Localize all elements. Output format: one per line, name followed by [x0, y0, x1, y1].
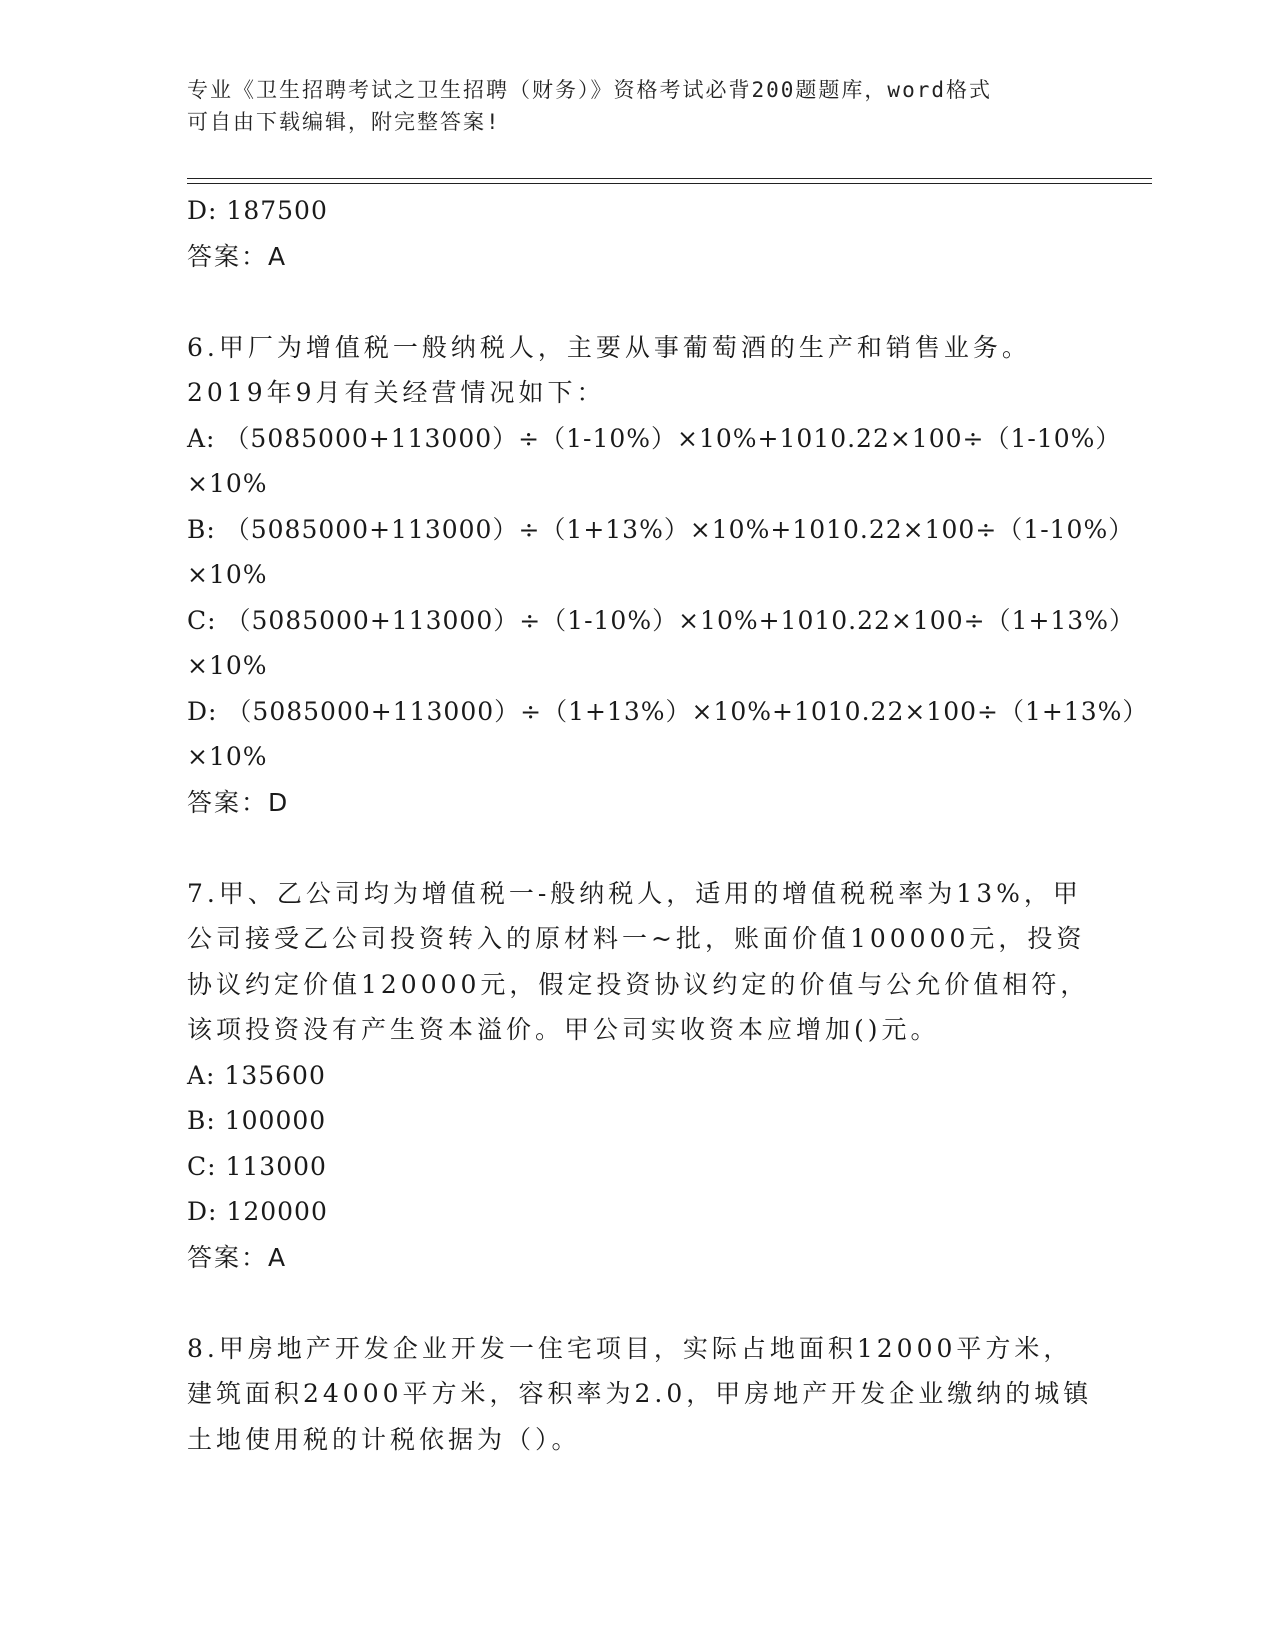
option-a: A: 135600 [187, 1060, 326, 1090]
option-c: C: （5085000+113000）÷（1-10%）×10%+1010.22×100÷（1+13%） [187, 605, 1135, 635]
option-c: C: 113000 [187, 1151, 327, 1181]
question-7 [187, 871, 1090, 1281]
question-text: 8.甲房地产开发企业开发一住宅项目，实际占地面积12000平方米， [187, 1333, 1073, 1363]
option-d: D: 187500 [187, 196, 328, 225]
question-text: 2019年9月有关经营情况如下： [187, 378, 606, 407]
spacer [187, 825, 1087, 871]
question-8 [187, 1326, 1093, 1463]
header-rule-top [187, 178, 1152, 179]
question-5-tail [187, 188, 1087, 279]
option-a-continued: ×10% [187, 469, 268, 498]
option-c-continued: ×10% [187, 651, 268, 680]
question-text: 协议约定价值120000元，假定投资协议约定的价值与公允价值相符， [187, 969, 1090, 999]
question-text: 建筑面积24000平方米，容积率为2.0，甲房地产开发企业缴纳的城镇 [187, 1379, 1093, 1408]
document-header [187, 74, 1087, 138]
spacer [187, 1280, 1087, 1326]
option-b: B: 100000 [187, 1106, 327, 1135]
option-d: D: 120000 [187, 1197, 328, 1226]
answer-line: 答案：A [187, 241, 288, 271]
question-text: 7.甲、乙公司均为增值税一-般纳税人，适用的增值税税率为13%，甲 [187, 878, 1082, 908]
option-d-continued: ×10% [187, 742, 268, 771]
question-6 [187, 325, 1149, 826]
question-text: 该项投资没有产生资本溢价。甲公司实收资本应增加()元。 [187, 1015, 940, 1044]
question-text: 公司接受乙公司投资转入的原材料一~批，账面价值100000元，投资 [187, 924, 1086, 953]
header-line-2: 可自由下载编辑，附完整答案! [187, 110, 501, 134]
answer-line: 答案：A [187, 1242, 288, 1272]
header-line-1: 专业《卫生招聘考试之卫生招聘（财务）》资格考试必背200题题库，word格式 [187, 78, 992, 102]
document-body [187, 188, 1149, 1462]
question-text: 土地使用税的计税依据为（）。 [187, 1424, 581, 1454]
answer-line: 答案：D [187, 787, 290, 817]
header-rule-bottom [187, 183, 1152, 184]
question-text: 6.甲厂为增值税一般纳税人，主要从事葡萄酒的生产和销售业务。 [187, 332, 1031, 362]
spacer [187, 279, 1087, 325]
option-b: B: （5085000+113000）÷（1+13%）×10%+1010.22×100÷（1-10%） [187, 514, 1135, 544]
option-a: A: （5085000+113000）÷（1-10%）×10%+1010.22×100÷（1-10%） [187, 423, 1122, 453]
option-b-continued: ×10% [187, 560, 268, 589]
option-d: D: （5085000+113000）÷（1+13%）×10%+1010.22×100÷（1+13%） [187, 696, 1149, 726]
